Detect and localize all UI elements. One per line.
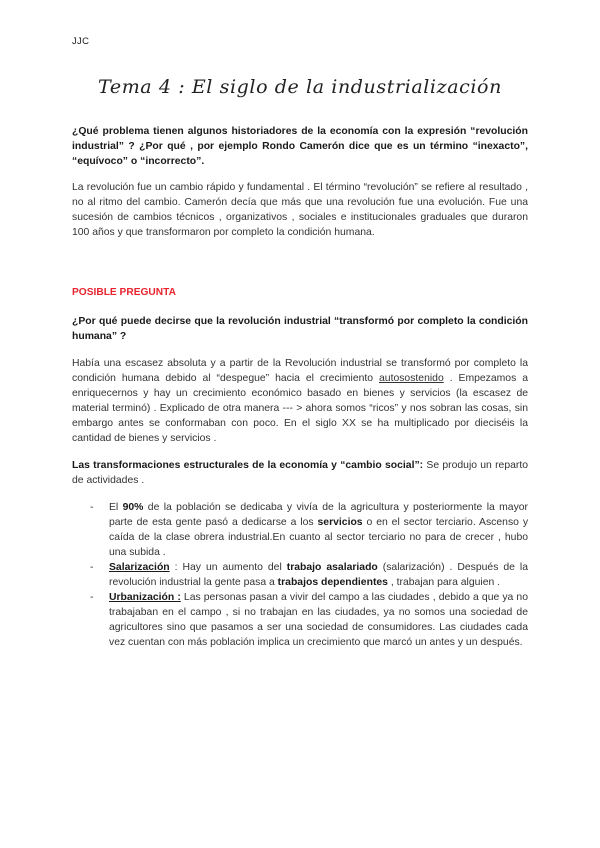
list-item (90, 590, 528, 650)
item1-bold-servicios: servicios (317, 517, 363, 528)
answer-1: La revolución fue un cambio rápido y fundamental . El término “revolución” se refiere al resultado , no al ritmo del cambio. Camerón decía que más que una revolución fue una evolución. Fue una sucesión de cambios técnicos , organizativos , sociales e institucionales graduales que duraron 100 años y que transformaron por completo la condición humana. (72, 182, 528, 238)
transformations-paragraph (72, 458, 528, 488)
answer-2-part1: Había una escasez absoluta y a partir de la Revolución industrial se transformó por completo la condición humana debido al “despegue” hacia el crecimiento (72, 358, 528, 384)
answer-2-part2: . Empezamos a enriquecernos y hay un crecimiento económico basado en bienes y servicios (la escasez de material terminó) . Explicado de otra manera --- > ahora somos “ricos” y nos sobran las cosas, sin embargo antes se conformaban con poco. En el siglo XX se ha multiplicado por dieciséis la cantidad de bienes y servicios . (72, 373, 529, 444)
list-dash: - (90, 562, 94, 573)
list-item (90, 560, 528, 590)
item2-text-c: , trabajan para alguien . (390, 577, 501, 588)
activities-list (90, 500, 528, 650)
answer-2-underlined: autosostenido (379, 373, 444, 384)
item1-pre: El (109, 502, 119, 513)
item2-bold-salarizacion: Salarización (109, 562, 170, 573)
item2-text-a: : Hay un aumento del (174, 562, 282, 573)
list-item (90, 500, 528, 560)
page-title: Tema 4 : El siglo de la industrialización (98, 76, 502, 98)
item2-bold-trabajo: trabajo asalariado (286, 562, 378, 573)
question-1: ¿Qué problema tienen algunos historiadores de la economía con la expresión “revolución industrial” ? ¿Por qué , por ejemplo Rondo Camerón dice que es un término “inexacto”, “equívoco” o “incorrecto”. (72, 126, 528, 167)
item2-bold-dependientes: trabajos dependientes (277, 577, 388, 588)
transformations-heading: Las transformaciones estructurales de la economía y “cambio social”: (72, 460, 424, 471)
item1-post: o en el sector terciario. Ascenso y caída de la clase obrera industrial.En cuanto al sector terciario no para de crecer , hubo una subida . (109, 517, 529, 558)
item2-text-b: (salarización) . Después de la revolución industrial la gente pasa a (109, 562, 529, 588)
header-initials: JJC (72, 36, 90, 47)
list-dash: - (90, 502, 94, 513)
possible-question-label: POSIBLE PREGUNTA (72, 287, 176, 298)
item1-bold-percent: 90% (122, 502, 144, 513)
item1-mid: de la población se dedicaba y vivía de la agricultura y posteriormente la mayor parte de esta gente pasó a dedicarse a los (109, 502, 529, 528)
item3-bold-urbanizacion: Urbanización : (109, 592, 181, 603)
list-dash: - (90, 592, 94, 603)
item3-text: Las personas pasan a vivir del campo a las ciudades , debido a que ya no trabajaban en el campo , si no trabajan en las ciudades, ya no somos una sociedad de agricultores sino que pasamos a ser una sociedad de consumidores. Las ciudades cada vez cuentan con más población implica un crecimiento que marcó un antes y un después. (109, 592, 528, 648)
transformations-text: Se produjo un reparto de actividades . (72, 460, 529, 486)
answer-2 (72, 356, 528, 446)
question-2: ¿Por qué puede decirse que la revolución industrial “transformó por completo la condición humana” ? (72, 316, 528, 342)
